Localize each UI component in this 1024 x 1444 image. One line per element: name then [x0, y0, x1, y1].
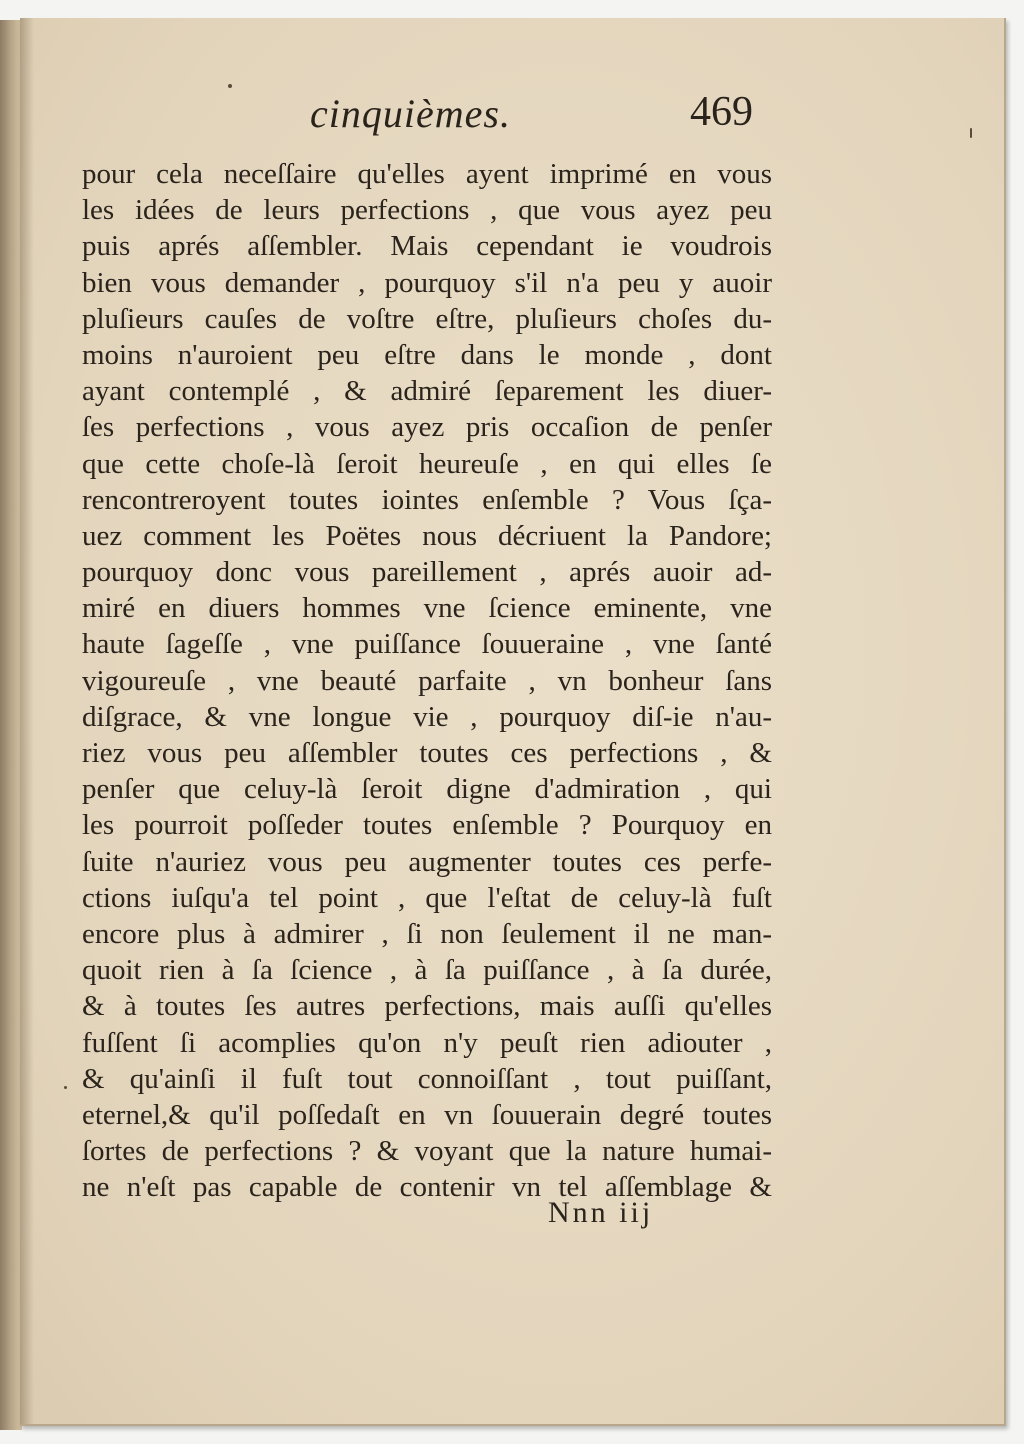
body-text — [82, 156, 772, 1205]
text-line: miré en diuers hommes vne ſcience eminente, vne — [82, 592, 772, 625]
text-line: quoit rien à ſa ſcience , à ſa puiſſance , à ſa durée, — [82, 954, 772, 987]
text-line: diſgrace, & vne longue vie , pourquoy diſ-ie n'au- — [82, 700, 772, 733]
text-line: penſer que celuy-là ſeroit digne d'admiration , qui — [82, 773, 772, 806]
text-line: pour cela neceſſaire qu'elles ayent imprimé en vous — [82, 158, 772, 190]
text-line: ctions iuſqu'a tel point , que l'eſtat de celuy-là fuſt — [82, 881, 772, 914]
book-spine — [0, 20, 22, 1430]
text-line: vigoureuſe , vne beauté parfaite , vn bonheur ſans — [82, 664, 772, 697]
text-line: les pourroit poſſeder toutes enſemble ? Pourquoy en — [82, 809, 772, 842]
text-line: eternel,& qu'il poſſedaſt en vn ſouuerain degré toutes — [82, 1098, 772, 1131]
text-line: ayant contemplé , & admiré ſeparement les diuer- — [82, 375, 772, 408]
text-line: les idées de leurs perfections , que vous ayez peu — [82, 194, 772, 227]
text-line: moins n'auroient peu eſtre dans le monde , dont — [82, 338, 772, 371]
running-head: cinquièmes. — [310, 91, 511, 136]
text-line: riez vous peu aſſembler toutes ces perfections , & — [82, 737, 772, 769]
text-line: encore plus à admirer , ſi non ſeulement il ne man- — [82, 917, 772, 950]
ink-speck — [970, 128, 972, 138]
text-line: uez comment les Poëtes nous décriuent la Pandore; — [82, 519, 772, 552]
text-line: bien vous demander , pourquoy s'il n'a peu y auoir — [82, 266, 772, 299]
text-line: ſuite n'auriez vous peu augmenter toutes ces perfe- — [82, 845, 772, 878]
page-number: 469 — [690, 89, 753, 135]
text-line: & à toutes ſes autres perfections, mais auſſi qu'elles — [82, 990, 772, 1023]
text-line: pourquoy donc vous pareillement , aprés auoir ad- — [82, 556, 772, 589]
ink-speck — [228, 84, 232, 88]
text-line: haute ſageſſe , vne puiſſance ſouueraine , vne ſanté — [82, 628, 772, 661]
text-line: ſortes de perfections ? & voyant que la nature humai- — [82, 1135, 772, 1168]
text-line: pluſieurs cauſes de voſtre eſtre, pluſieurs choſes du- — [82, 302, 772, 335]
signature-mark: Nnn iij — [548, 1196, 654, 1229]
text-line: ſes perfections , vous ayez pris occaſion de penſer — [82, 411, 772, 444]
text-line: rencontreroyent toutes iointes enſemble ? Vous ſça- — [82, 483, 772, 516]
text-line: fuſſent ſi acomplies qu'on n'y peuſt rien adiouter , — [82, 1026, 772, 1059]
book-page — [20, 18, 1006, 1426]
gutter-shadow — [20, 18, 34, 1424]
text-line: que cette choſe-là ſeroit heureuſe , en qui elles ſe — [82, 447, 772, 480]
text-line: ne n'eſt pas capable de contenir vn tel aſſemblage & — [82, 1171, 772, 1204]
ink-speck — [64, 1086, 67, 1089]
text-line: & qu'ainſi il fuſt tout connoiſſant , tout puiſſant, — [82, 1062, 772, 1095]
text-line: puis aprés aſſembler. Mais cependant ie voudrois — [82, 230, 772, 263]
